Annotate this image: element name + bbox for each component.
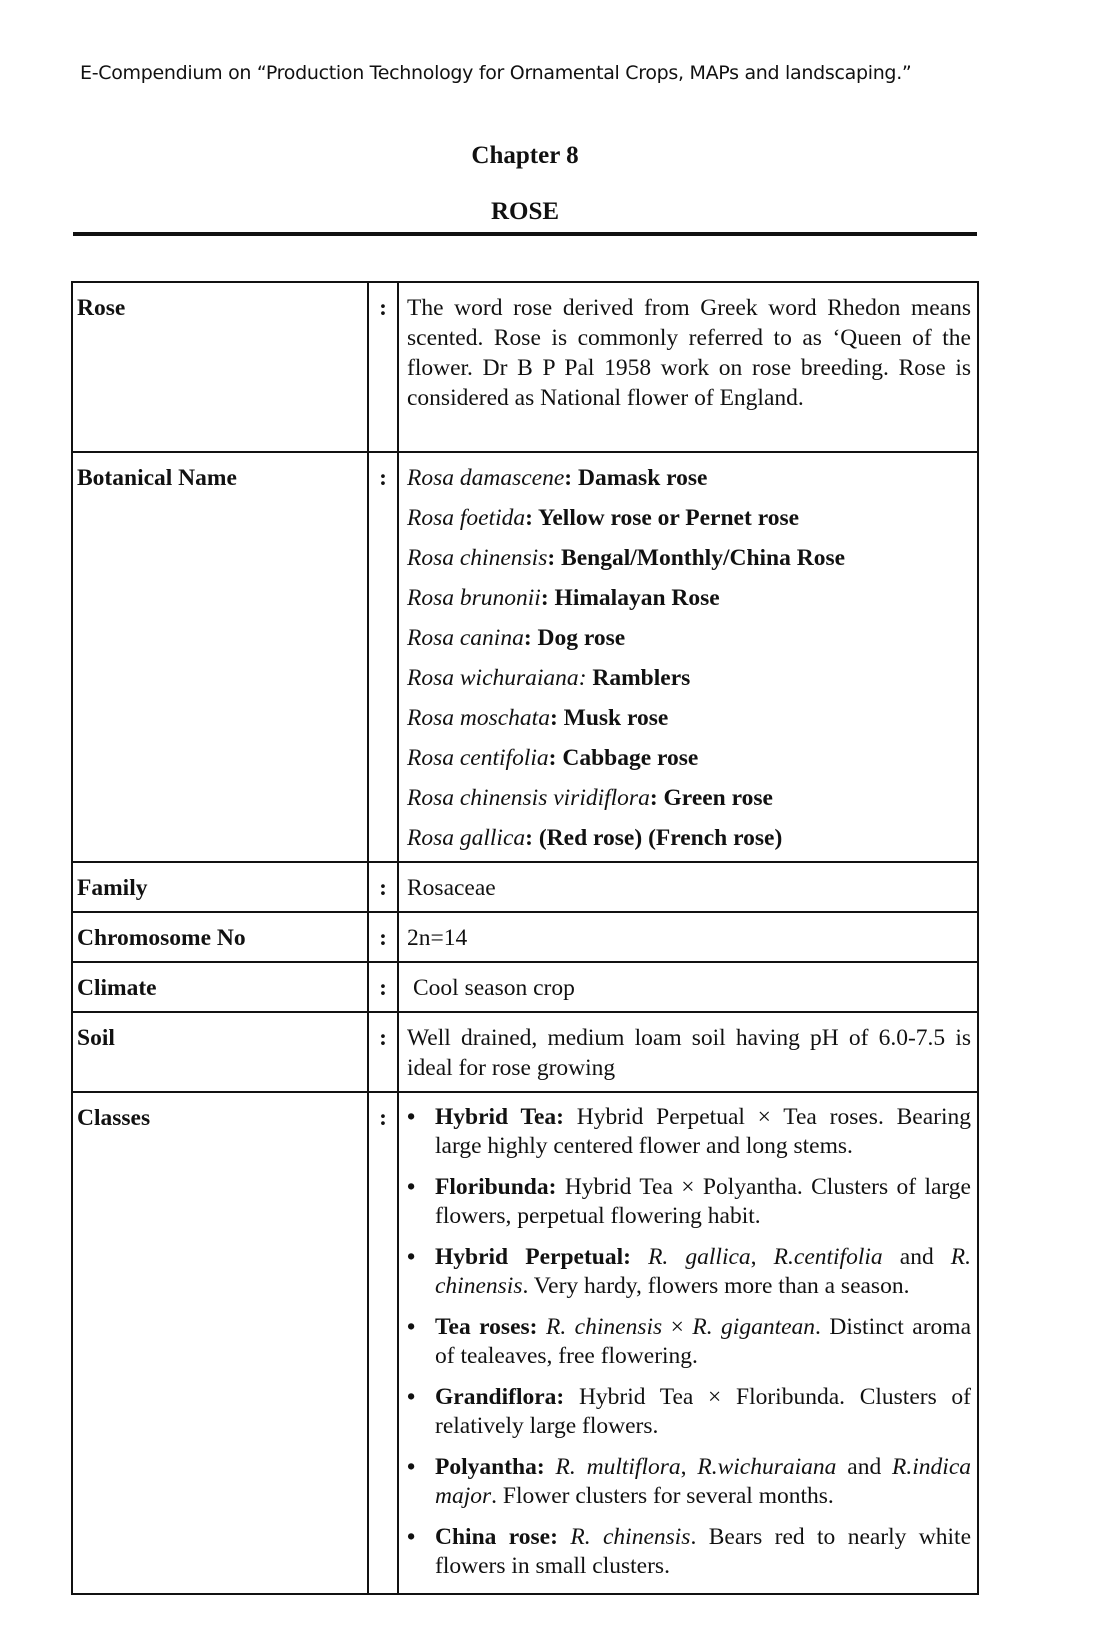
species-name: Rosa brunonii xyxy=(407,585,541,611)
class-description: . Very hardy, flowers more than a season. xyxy=(522,1273,910,1299)
class-item xyxy=(407,1243,971,1301)
rose-info-table xyxy=(71,281,979,1595)
common-name: Dog rose xyxy=(531,625,626,651)
class-description: Hybrid Perpetual × Tea roses. Bearing large highly centered flower and long stems. xyxy=(435,1104,971,1159)
botanical-item: Rosa chinensis viridiflora: Green rose xyxy=(407,785,773,811)
species-name: Rosa moschata xyxy=(407,705,550,731)
class-description xyxy=(631,1244,648,1270)
row-value xyxy=(398,962,978,1012)
common-name: Bengal/Monthly/China Rose xyxy=(555,545,846,571)
title-rule xyxy=(73,232,977,236)
class-item xyxy=(407,1173,971,1231)
bullet-icon: • xyxy=(407,1384,416,1410)
species-name: Rosa damascene xyxy=(407,465,565,491)
class-name: China rose: xyxy=(435,1524,558,1550)
class-item xyxy=(407,1453,971,1511)
classes-cell xyxy=(398,1092,978,1594)
class-name: Hybrid Tea: xyxy=(435,1104,565,1130)
row-label: Soil xyxy=(72,1012,368,1092)
class-description: and xyxy=(836,1454,893,1480)
table-row-botanical-name xyxy=(72,452,978,862)
species-name: Rosa foetida xyxy=(407,505,526,531)
table-row-rose xyxy=(72,282,978,452)
species-name: Rosa chinensis xyxy=(407,545,548,571)
row-separator: : xyxy=(368,452,398,862)
bullet-icon: • xyxy=(407,1104,416,1130)
botanical-item: Rosa chinensis: Bengal/Monthly/China Rose xyxy=(407,545,846,571)
botanical-item: Rosa gallica: (Red rose) (French rose) xyxy=(407,825,783,851)
species-ref: R.indica major xyxy=(435,1454,972,1509)
class-name: Hybrid Perpetual: xyxy=(435,1244,631,1270)
class-description xyxy=(537,1314,545,1340)
row-separator: : xyxy=(368,1012,398,1092)
common-name: Damask rose xyxy=(572,465,708,491)
bullet-icon: • xyxy=(407,1524,416,1550)
common-name: Yellow rose or Pernet rose xyxy=(532,505,800,531)
row-value: Rosaceae xyxy=(398,862,978,912)
bullet-icon: • xyxy=(407,1454,416,1480)
row-label: Classes xyxy=(72,1092,368,1594)
common-name: Ramblers xyxy=(586,665,691,691)
species-ref: R. chinensis xyxy=(570,1524,691,1550)
row-value: Well drained, medium loam soil having pH of 6.0-7.5 is ideal for rose growing xyxy=(398,1012,978,1092)
table-row-chromosome-no xyxy=(72,912,978,962)
class-description xyxy=(558,1524,570,1550)
row-separator: : xyxy=(368,962,398,1012)
species-name: Rosa gallica xyxy=(407,825,526,851)
chapter-title: ROSE xyxy=(490,198,560,225)
class-name: Floribunda: xyxy=(435,1174,557,1200)
species-name: Rosa canina xyxy=(407,625,524,651)
species-name: Rosa chinensis viridiflora xyxy=(407,785,650,811)
species-name: Rosa wichuraiana xyxy=(407,665,579,691)
bullet-icon: • xyxy=(407,1244,416,1270)
row-label: Botanical Name xyxy=(72,452,368,862)
bullet-icon: • xyxy=(407,1314,416,1340)
class-description: and xyxy=(882,1244,951,1270)
table-row-soil xyxy=(72,1012,978,1092)
row-label: Family xyxy=(72,862,368,912)
class-name: Tea roses: xyxy=(435,1314,538,1340)
row-value: The word rose derived from Greek word Rhedon means scented. Rose is commonly referred to as ‘Queen of the flower. Dr B P Pal 1958 work on rose breeding. Rose is considered as National flower of England. xyxy=(398,282,978,452)
class-description: . Bears red to nearly white flowers in small clusters. xyxy=(435,1524,972,1579)
botanical-item: Rosa brunonii: Himalayan Rose xyxy=(407,585,720,611)
row-separator: : xyxy=(368,912,398,962)
chapter-number: Chapter 8 xyxy=(471,142,579,169)
climate-value: Cool season crop xyxy=(413,975,575,1001)
class-item xyxy=(407,1383,971,1441)
species-ref: R. gigantean xyxy=(692,1314,816,1340)
species-name: Rosa centifolia xyxy=(407,745,549,771)
table-row-classes xyxy=(72,1092,978,1594)
common-name: Cabbage rose xyxy=(556,745,699,771)
row-separator: : xyxy=(368,282,398,452)
common-name: (Red rose) (French rose) xyxy=(532,825,783,851)
species-ref: R. multiflora xyxy=(555,1454,681,1480)
class-item xyxy=(407,1523,971,1581)
botanical-item: Rosa moschata: Musk rose xyxy=(407,705,669,731)
class-item xyxy=(407,1103,971,1161)
common-name: Himalayan Rose xyxy=(548,585,720,611)
bullet-icon: • xyxy=(407,1174,416,1200)
class-name: Polyantha: xyxy=(435,1454,545,1480)
botanical-item: Rosa canina: Dog rose xyxy=(407,625,626,651)
class-name: Grandiflora: xyxy=(435,1384,565,1410)
botanical-item: Rosa wichuraiana: Ramblers xyxy=(407,665,691,691)
class-description xyxy=(545,1454,556,1480)
class-description: × xyxy=(662,1314,693,1340)
running-header: E-Compendium on “Production Technology for Ornamental Crops, MAPs and landscaping.” xyxy=(80,62,912,84)
class-description: . Flower clusters for several months. xyxy=(491,1483,834,1509)
class-description: . Distinct aroma of tealeaves, free flowering. xyxy=(435,1314,971,1369)
common-name: Musk rose xyxy=(557,705,669,731)
common-name: Green rose xyxy=(657,785,773,811)
table-row-climate xyxy=(72,962,978,1012)
row-label: Chromosome No xyxy=(72,912,368,962)
species-ref: R.centifolia xyxy=(773,1244,883,1270)
botanical-item: Rosa damascene: Damask rose xyxy=(407,465,708,491)
class-description: , xyxy=(750,1244,774,1270)
botanical-item: Rosa foetida: Yellow rose or Pernet rose xyxy=(407,505,800,531)
classes-list xyxy=(407,1103,971,1581)
row-value: 2n=14 xyxy=(398,912,978,962)
species-ref: R. gallica xyxy=(648,1244,751,1270)
species-ref: R. chinensis xyxy=(545,1314,663,1340)
class-description: , xyxy=(680,1454,698,1480)
row-separator: : xyxy=(368,1092,398,1594)
row-label: Rose xyxy=(72,282,368,452)
botanical-item: Rosa centifolia: Cabbage rose xyxy=(407,745,699,771)
row-separator: : xyxy=(368,862,398,912)
class-description: Hybrid Tea × Polyantha. Clusters of large flowers, perpetual flowering habit. xyxy=(435,1174,971,1229)
table-row-family xyxy=(72,862,978,912)
botanical-list xyxy=(398,452,978,862)
class-item xyxy=(407,1313,971,1371)
species-ref: R.wichuraiana xyxy=(697,1454,837,1480)
class-description: Hybrid Tea × Floribunda. Clusters of relatively large flowers. xyxy=(435,1384,971,1439)
row-label: Climate xyxy=(72,962,368,1012)
species-ref: R. chinensis xyxy=(435,1244,972,1299)
